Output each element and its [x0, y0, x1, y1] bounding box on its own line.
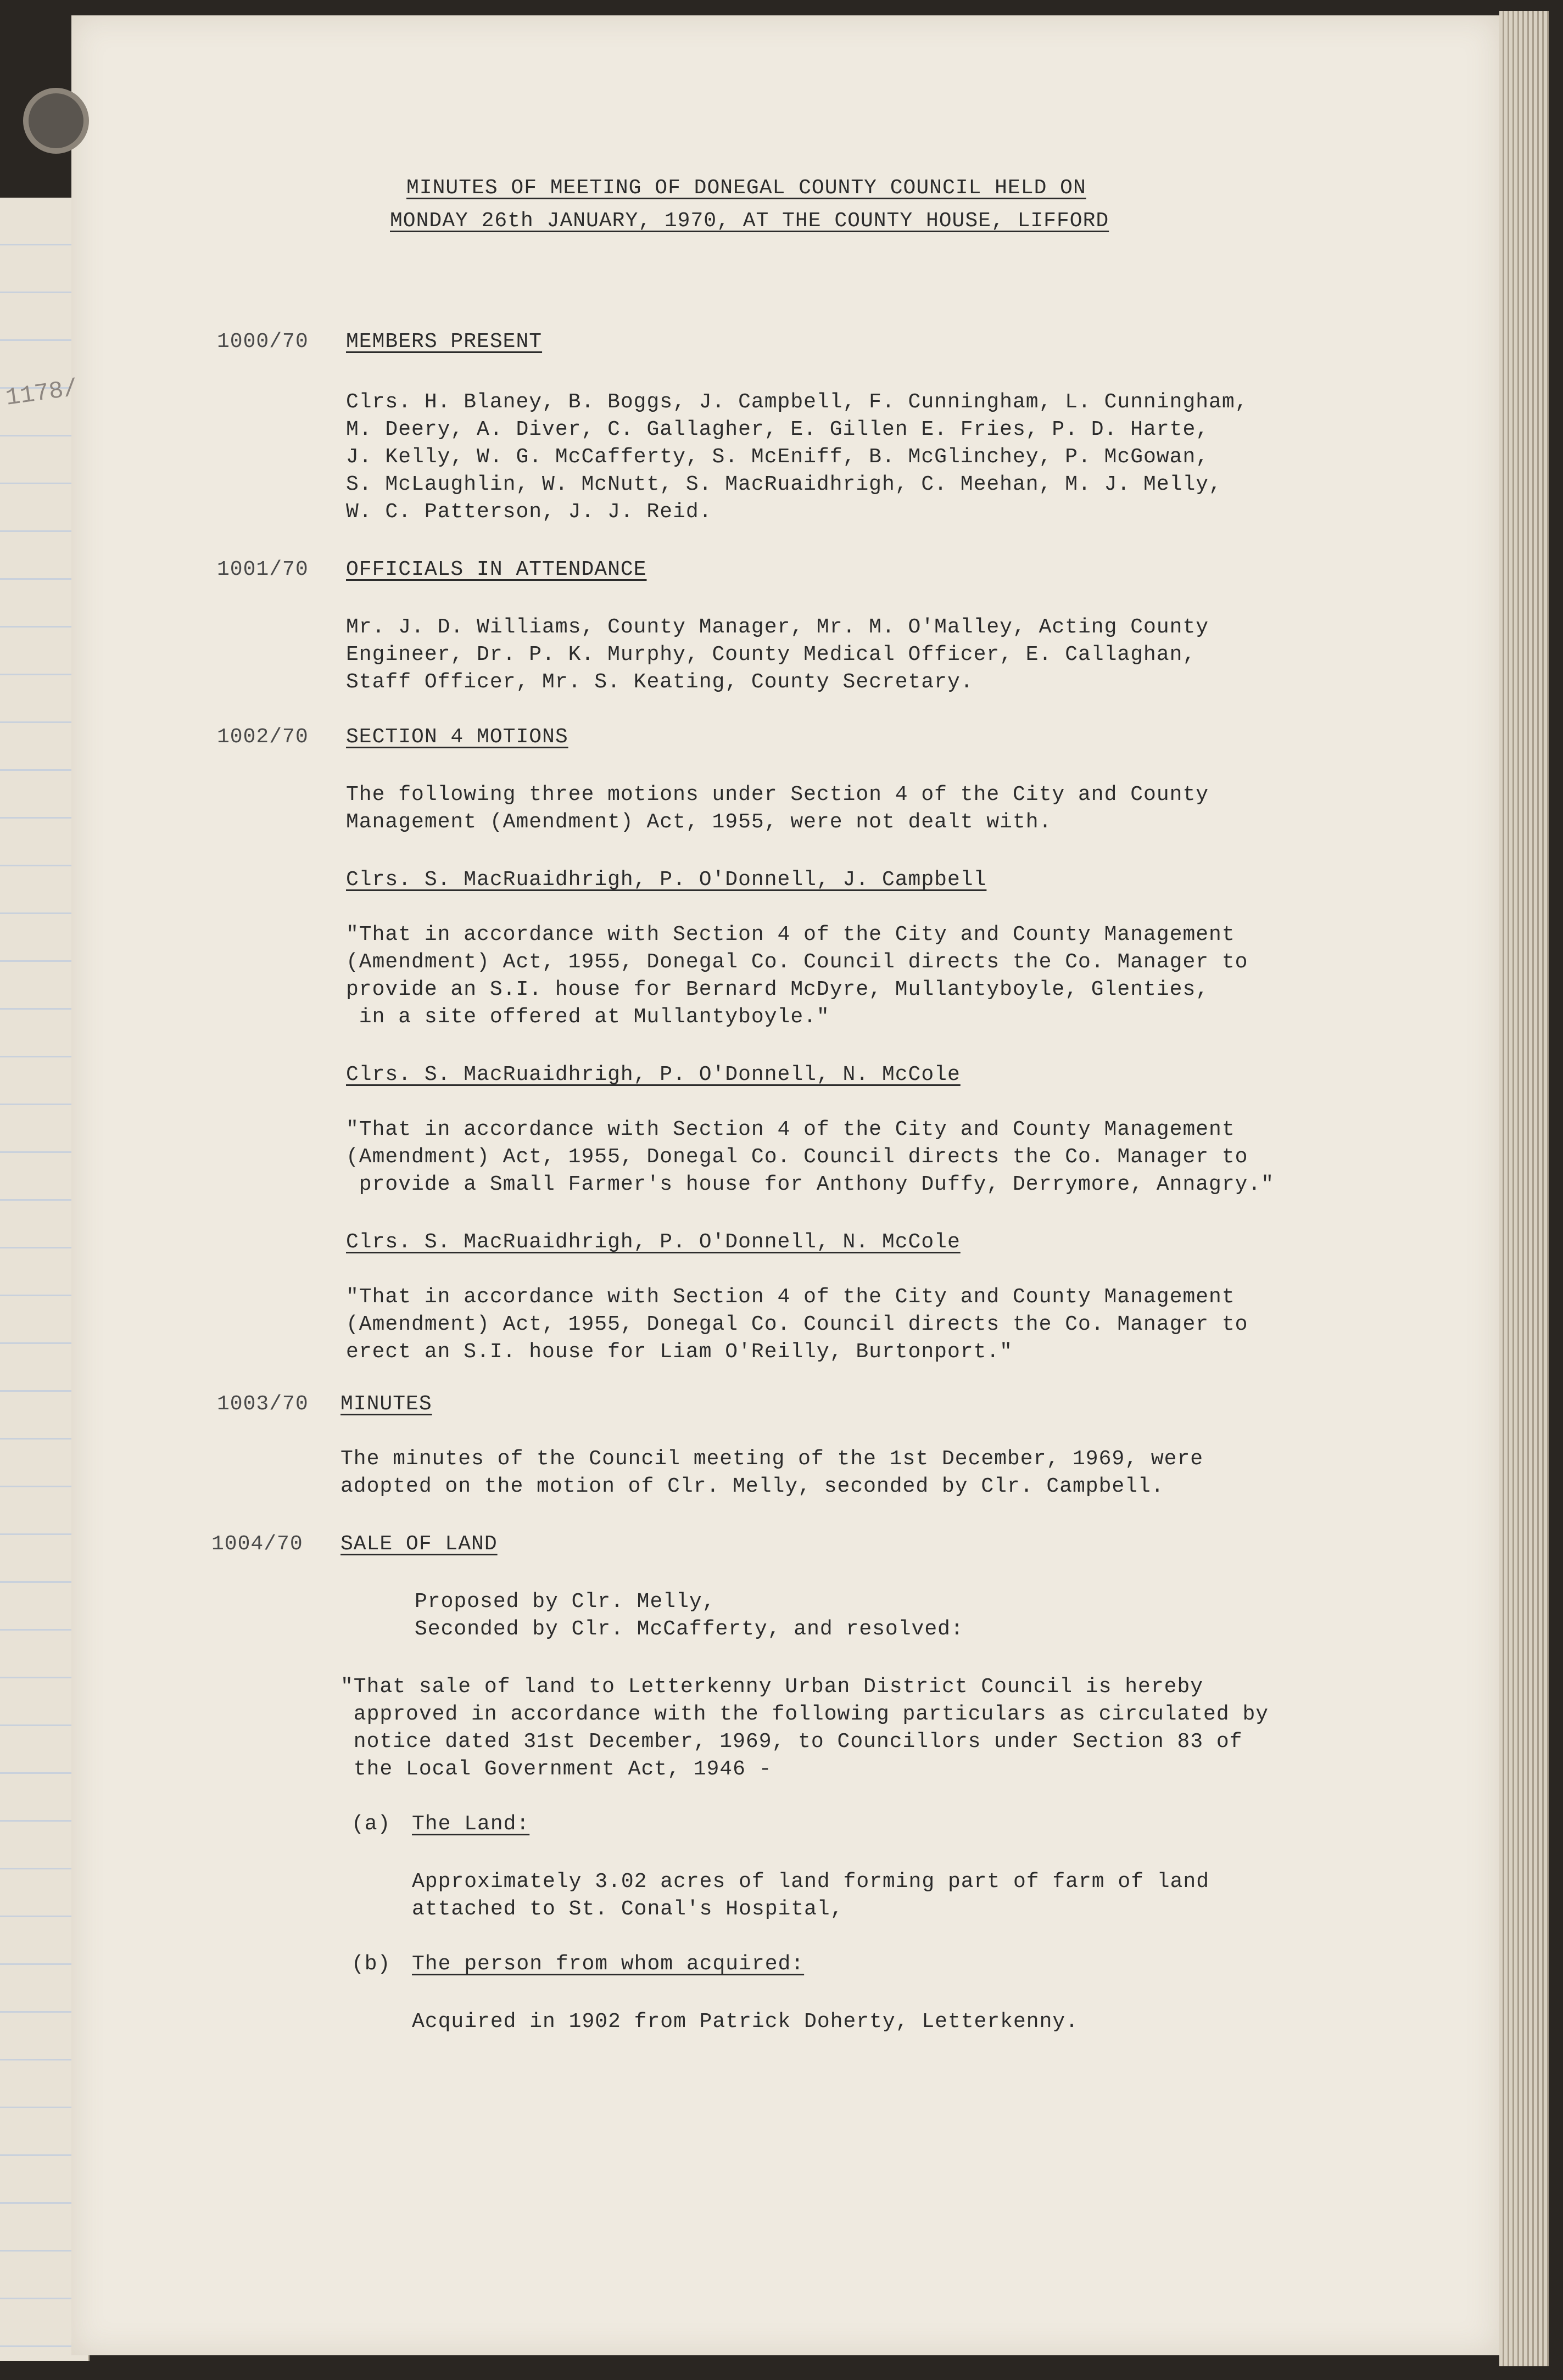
- seconded-by: Seconded by Clr. McCafferty, and resolved:: [415, 1617, 964, 1641]
- motion-proposers: Clrs. S. MacRuaidhrigh, P. O'Donnell, N. McCole: [346, 1230, 961, 1254]
- item-number: 1003/70: [217, 1392, 309, 1416]
- item-heading: OFFICIALS IN ATTENDANCE: [346, 558, 647, 581]
- members-line: S. McLaughlin, W. McNutt, S. MacRuaidhrigh, C. Meehan, M. J. Melly,: [346, 473, 1222, 496]
- motion-text-line: erect an S.I. house for Liam O'Reilly, Burtonport.": [346, 1340, 1013, 1364]
- page-edges: [1499, 11, 1549, 2366]
- resolution-line: notice dated 31st December, 1969, to Councillors under Section 83 of: [340, 1730, 1243, 1754]
- motions-intro-line: Management (Amendment) Act, 1955, were not dealt with.: [346, 810, 1052, 834]
- minutes-line: The minutes of the Council meeting of the 1st December, 1969, were: [340, 1447, 1204, 1471]
- motion-text-line: "That in accordance with Section 4 of the City and County Management: [346, 1285, 1235, 1309]
- sub-a-heading: The Land:: [412, 1812, 530, 1836]
- motion-text-line: (Amendment) Act, 1955, Donegal Co. Council directs the Co. Manager to: [346, 1313, 1248, 1336]
- members-line: Clrs. H. Blaney, B. Boggs, J. Campbell, F. Cunningham, L. Cunningham,: [346, 390, 1248, 414]
- resolution-line: "That sale of land to Letterkenny Urban District Council is hereby: [340, 1675, 1204, 1699]
- motion-text-line: (Amendment) Act, 1955, Donegal Co. Council directs the Co. Manager to: [346, 1145, 1248, 1169]
- minutes-page: [71, 15, 1499, 2355]
- motion-text-line: provide a Small Farmer's house for Anthony Duffy, Derrymore, Annagry.": [346, 1173, 1275, 1196]
- resolution-line: approved in accordance with the following particulars as circulated by: [340, 1703, 1269, 1726]
- margin-page-number: 1178/: [4, 375, 80, 412]
- minutes-line: adopted on the motion of Clr. Melly, seconded by Clr. Campbell.: [340, 1475, 1164, 1498]
- members-line: M. Deery, A. Diver, C. Gallagher, E. Gillen E. Fries, P. D. Harte,: [346, 418, 1209, 441]
- officials-line: Mr. J. D. Williams, County Manager, Mr. M. O'Malley, Acting County: [346, 615, 1209, 639]
- sub-a-text-line: Approximately 3.02 acres of land forming part of farm of land: [412, 1870, 1210, 1894]
- motion-text-line: provide an S.I. house for Bernard McDyre, Mullantyboyle, Glenties,: [346, 978, 1209, 1001]
- item-number: 1000/70: [217, 330, 309, 354]
- sub-a-label: (a): [351, 1812, 391, 1836]
- members-line: J. Kelly, W. G. McCafferty, S. McEniff, B. McGlinchey, P. McGowan,: [346, 445, 1209, 469]
- item-heading: SECTION 4 MOTIONS: [346, 725, 568, 749]
- motions-intro-line: The following three motions under Section 4 of the City and County: [346, 783, 1209, 807]
- header-line-1: MINUTES OF MEETING OF DONEGAL COUNTY COUNCIL HELD ON: [406, 176, 1086, 200]
- item-number: 1004/70: [211, 1532, 303, 1556]
- item-heading: MEMBERS PRESENT: [346, 330, 543, 354]
- proposed-by: Proposed by Clr. Melly,: [415, 1590, 716, 1614]
- item-number: 1002/70: [217, 725, 309, 749]
- members-line: W. C. Patterson, J. J. Reid.: [346, 500, 712, 524]
- sub-a-text-line: attached to St. Conal's Hospital,: [412, 1897, 844, 1921]
- item-number: 1001/70: [217, 558, 309, 581]
- sub-b-label: (b): [351, 1952, 391, 1976]
- header-line-2: MONDAY 26th JANUARY, 1970, AT THE COUNTY HOUSE, LIFFORD: [390, 209, 1109, 233]
- motion-text-line: "That in accordance with Section 4 of the City and County Management: [346, 1118, 1235, 1141]
- sub-b-text-line: Acquired in 1902 from Patrick Doherty, Letterkenny.: [412, 2010, 1079, 2034]
- officials-line: Staff Officer, Mr. S. Keating, County Secretary.: [346, 670, 974, 694]
- motion-text-line: (Amendment) Act, 1955, Donegal Co. Council directs the Co. Manager to: [346, 950, 1248, 974]
- motion-text-line: "That in accordance with Section 4 of the City and County Management: [346, 923, 1235, 947]
- sub-b-heading: The person from whom acquired:: [412, 1952, 805, 1976]
- item-heading: MINUTES: [340, 1392, 432, 1416]
- binder-hole: [23, 88, 89, 154]
- motion-proposers: Clrs. S. MacRuaidhrigh, P. O'Donnell, J. Campbell: [346, 868, 987, 892]
- motion-text-line: in a site offered at Mullantyboyle.": [346, 1005, 830, 1029]
- item-heading: SALE OF LAND: [340, 1532, 498, 1556]
- officials-line: Engineer, Dr. P. K. Murphy, County Medical Officer, E. Callaghan,: [346, 643, 1196, 667]
- motion-proposers: Clrs. S. MacRuaidhrigh, P. O'Donnell, N. McCole: [346, 1063, 961, 1087]
- resolution-line: the Local Government Act, 1946 -: [340, 1757, 772, 1781]
